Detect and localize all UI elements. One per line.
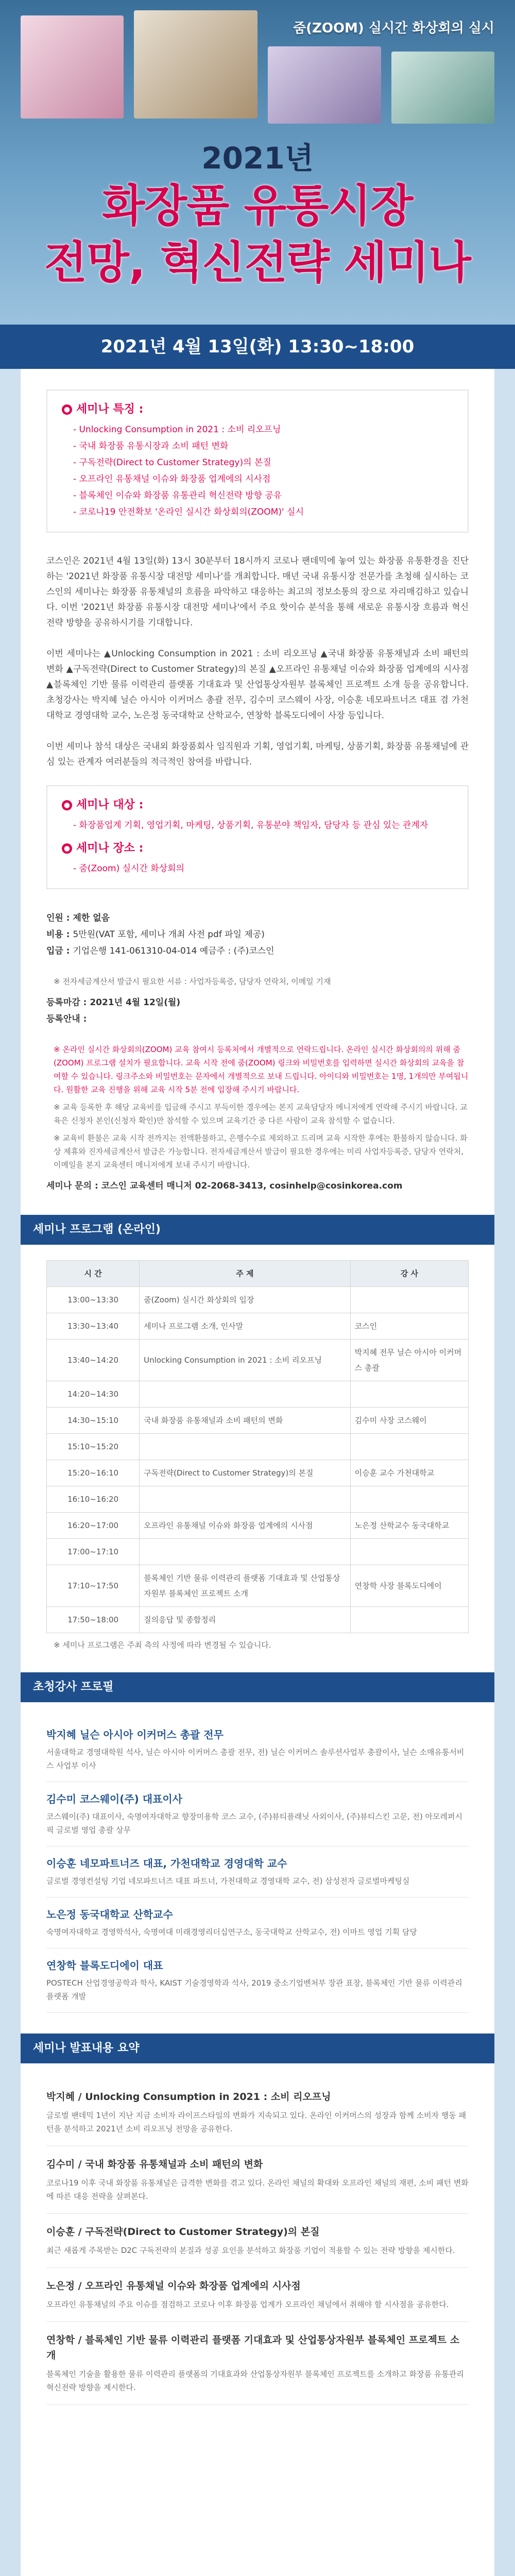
program-header-topic: 주 제 <box>140 1261 351 1287</box>
program-cell-time: 15:10~15:20 <box>47 1434 140 1460</box>
program-cell-time: 16:10~16:20 <box>47 1486 140 1513</box>
info-list-3 <box>46 1178 469 1194</box>
place-list <box>62 860 453 877</box>
speaker-desc: 코스웨이(주) 대표이사, 숙명여자대학교 향장미용학 코스 교수, (주)뷰티플래닛 사외이사, (주)뷰티스킨 고문, 전) 아모레퍼시픽 글로벌 영업 총괄 상무 <box>46 1812 463 1835</box>
hero-year: 2021년 <box>201 141 314 176</box>
method-note-2: ※ 교육 등록한 후 해당 교육비를 입금해 주시고 부득이한 경우에는 본지 교육담당자 메니저에게 연락해 주시기 바랍니다. 교육은 신청자 본인(신청자 확인)만 참석할 수 있으며 교육기간 중 다른 사람이 교육 참석할 수 없습니다. <box>54 1103 468 1125</box>
speaker-desc: POSTECH 산업경영공학과 학사, KAIST 기술경영학과 석사, 2019 중소기업벤처부 장관 표창, 블록체인 기반 물류 이력관리 플랫폼 개발 <box>46 1978 462 2001</box>
program-cell-time: 17:10~17:50 <box>47 1565 140 1607</box>
features-title: 세미나 특징 : <box>76 403 144 416</box>
program-row <box>47 1340 469 1381</box>
speaker-name: 이승훈 네모파트너즈 대표, 가천대학교 경영대학 교수 <box>46 1857 287 1870</box>
speaker-item <box>46 1846 469 1897</box>
feature-item: - 코로나19 안전확보 '온라인 실시간 화상회의(ZOOM)' 실시 <box>73 504 453 520</box>
content-panel <box>21 369 494 2576</box>
speaker-item <box>46 1897 469 1948</box>
speaker-item <box>46 1782 469 1846</box>
program-cell-time: 17:00~17:10 <box>47 1539 140 1565</box>
hero-photo-edge <box>391 52 494 124</box>
feature-item: - 구독전략(Direct to Customer Strategy)의 본질 <box>73 454 453 471</box>
feature-item: - 국내 화장품 유통시장과 소비 패턴 변화 <box>73 438 453 454</box>
info-fee <box>46 926 469 943</box>
program-cell-time: 13:00~13:30 <box>47 1287 140 1313</box>
program-cell-speaker: 박지혜 전무 닐슨 아시아 이커머스 총괄 <box>350 1340 468 1381</box>
method-note-3: ※ 교육비 환불은 교육 시작 전까지는 전액환불하고, 은행수수료 제외하고 드리며 교육 시작한 후에는 환불하지 않습니다. 화상 제휴와 진자세금계산서 발급은 가능합니다. 전자세금계산서 발급이 필요한 경우에는 미리 사업자등록증, 담당자 연락처, 이메일을 본지 교육센터 메니저에게 보내 주시기 바랍니다. <box>54 1133 468 1170</box>
program-body <box>47 1287 469 1633</box>
bullet-icon: ● <box>62 404 72 415</box>
summary-head: 노은정 / 오프라인 유통채널 이슈와 화장품 업계에의 시사점 <box>46 2280 301 2292</box>
speaker-name: 노은정 동국대학교 산학교수 <box>46 1908 173 1921</box>
program-row <box>47 1539 469 1565</box>
feature-item: - 블록체인 이슈와 화장품 유통관리 혁신전략 방향 공유 <box>73 487 453 504</box>
target-title-row <box>62 798 453 813</box>
program-cell-topic <box>140 1539 351 1565</box>
program-cell-speaker: 김수미 사장 코스웨이 <box>350 1408 468 1434</box>
info-account-value: 기업은행 141-061310-04-014 예금주 : (주)코스인 <box>73 946 274 956</box>
program-cell-topic <box>140 1381 351 1408</box>
program-cell-speaker <box>350 1539 468 1565</box>
info-account <box>46 943 469 959</box>
summary-body: 오프라인 유통채널의 주요 이슈를 점검하고 코로나 이후 화장품 업계가 오프라인 채널에서 취해야 할 시사점을 공유한다. <box>46 2300 449 2309</box>
speakers-list <box>46 1718 469 2013</box>
summary-body: 블록체인 기술을 활용한 물류 이력관리 플랫폼의 기대효과와 산업통상자원부 블록체인 프로젝트를 소개하고 화장품 유통관리 혁신전략 방향을 제시한다. <box>46 2369 464 2392</box>
summaries-list <box>46 2079 469 2405</box>
hero-photo-left <box>21 15 124 118</box>
program-cell-speaker <box>350 1486 468 1513</box>
speaker-name: 김수미 코스웨이(주) 대표이사 <box>46 1793 183 1805</box>
feature-item: - Unlocking Consumption in 2021 : 소비 리오프닝 <box>73 421 453 438</box>
summaries-section-bar: 세미나 발표내용 요약 <box>21 2033 494 2063</box>
program-cell-time: 14:20~14:30 <box>47 1381 140 1408</box>
speaker-name: 연창학 블록도디에이 대표 <box>46 1959 163 1972</box>
summary-head: 김수미 / 국내 화장품 유통채널과 소비 패턴의 변화 <box>46 2159 263 2170</box>
summary-body: 글로벌 팬데믹 1년이 지난 지금 소비자 라이프스타일의 변화가 지속되고 있다. 온라인 이커머스의 성장과 함께 소비자 행동 패턴을 분석하고 2021년 소비 리오프닝 전망을 공유한다. <box>46 2111 467 2133</box>
program-header-time: 시 간 <box>47 1261 140 1287</box>
program-cell-speaker <box>350 1434 468 1460</box>
program-cell-topic <box>140 1486 351 1513</box>
program-row <box>47 1460 469 1486</box>
program-header-speaker: 강 사 <box>350 1261 468 1287</box>
program-row <box>47 1287 469 1313</box>
program-cell-speaker <box>350 1381 468 1408</box>
features-box <box>46 389 469 533</box>
intro-paragraph-3: 이번 세미나 참석 대상은 국내외 화장품회사 임직원과 기획, 영업기획, 마케팅, 상품기획, 화장품 유통채널에 관심 있는 관계자 여러분들의 적극적인 참여를 바랍니다. <box>46 741 469 767</box>
info-fee-label: 비용 : <box>46 929 70 940</box>
summary-body: 최근 새롭게 주목받는 D2C 구독전략의 본질과 성공 요인을 분석하고 화장품 기업이 적용할 수 있는 전략 방향을 제시한다. <box>46 2246 455 2255</box>
summary-item <box>46 2322 469 2405</box>
summary-head: 박지혜 / Unlocking Consumption in 2021 : 소비 리오프닝 <box>46 2091 331 2103</box>
account-note: ※ 전자세금계산서 발급시 필요한 서류 : 사업자등록증, 담당자 연락처, 이메일 기재 <box>54 977 331 986</box>
program-row <box>47 1513 469 1539</box>
program-cell-topic: Unlocking Consumption in 2021 : 소비 리오프닝 <box>140 1340 351 1381</box>
hero-banner <box>0 0 515 325</box>
info-fee-value: 5만원(VAT 포함, 세미나 개최 사전 pdf 파일 제공) <box>73 929 265 940</box>
date-band: 2021년 4월 13일(화) 13:30~18:00 <box>0 325 515 369</box>
place-title: 세미나 장소 : <box>76 842 144 855</box>
program-cell-topic: 줌(Zoom) 실시간 화상회의 입장 <box>140 1287 351 1313</box>
feature-item: - 오프라인 유통채널 이슈와 화장품 업계에의 시사점 <box>73 471 453 487</box>
speaker-item <box>46 1718 469 1782</box>
speaker-name: 박지혜 닐슨 아시아 이커머스 총괄 전무 <box>46 1728 224 1741</box>
info-capacity: 인원 : 제한 없음 <box>46 913 110 923</box>
program-row <box>47 1408 469 1434</box>
speakers-section-bar: 초청강사 프로필 <box>21 1672 494 1702</box>
place-item: - 줌(Zoom) 실시간 화상회의 <box>73 860 453 877</box>
summary-body: 코로나19 이후 국내 화장품 유통채널은 급격한 변화를 겪고 있다. 온라인 채널의 확대와 오프라인 채널의 재편, 소비 패턴 변화에 따른 대응 전략을 살펴본다. <box>46 2178 469 2201</box>
program-cell-speaker: 노은정 산학교수 동국대학교 <box>350 1513 468 1539</box>
program-cell-time: 15:20~16:10 <box>47 1460 140 1486</box>
info-account-label: 입금 : <box>46 946 70 956</box>
info-list-2 <box>46 994 469 1027</box>
program-cell-time: 13:30~13:40 <box>47 1313 140 1340</box>
program-cell-topic: 질의응답 및 종합정리 <box>140 1607 351 1633</box>
program-cell-topic: 오프라인 유통채널 이슈와 화장품 업계에의 시사점 <box>140 1513 351 1539</box>
bullet-icon: ● <box>62 800 72 810</box>
hero-title-line1: 화장품 유통시장 <box>102 180 413 232</box>
summary-item <box>46 2079 469 2146</box>
method-note-1: ※ 온라인 실시간 화상회의(ZOOM) 교육 참여시 등록처에서 개별적으로 연락드립니다. 온라인 실시간 화상회의의 위해 줌(ZOOM) 프로그램 설치가 필요합니다. 교육 시작 전에 줌(ZOOM) 링크와 비밀번호를 입력하면 실시간 화상회의 교육을 참여할 수 있습니다. 링크주소와 비밀번호는 문자에서 개별적으로 보내 드립니다. 아이디와 비밀번호는 1명, 1개의만 부여됩니다. 원활한 교육 진행을 위해 교육 시작 5분 전에 입장해 주시기 바랍니다. <box>54 1045 469 1094</box>
info-contact: 세미나 문의 : 코스인 교육센터 매니저 02-2068-3413, cosinhelp@cosinkorea.com <box>46 1181 403 1191</box>
program-cell-time: 13:40~14:20 <box>47 1340 140 1381</box>
speaker-desc: 글로벌 경영컨설팅 기업 네모파트너즈 대표 파트너, 가천대학교 경영대학 교수, 전) 삼성전자 글로벌마케팅실 <box>46 1876 410 1886</box>
program-cell-speaker: 코스인 <box>350 1313 468 1340</box>
target-box <box>46 785 469 889</box>
program-cell-topic: 세미나 프로그램 소개, 인사말 <box>140 1313 351 1340</box>
intro-paragraph-1: 코스인은 2021년 4월 13일(화) 13시 30분부터 18시까지 코로나 팬데믹에 놓여 있는 화장품 유통환경을 진단하는 '2021년 화장품 유통시장 대전망 세미나'를 개최합니다. 매년 국내 유통시장 전문가를 초청해 실시하는 코스인의 세미나는 화장품 유통채널의 흐름을 파악하고 대응하는 최고의 정보소통의 장으로 자리매김하고 있습니다. 이번 '2021년 화장품 유통시장 대전망 세미나'에서 주요 핫이슈 분석을 통해 새로운 유통시장 흐름과 혁신전략 방향을 공유하시기를 기대합니다. <box>46 556 469 628</box>
program-cell-topic <box>140 1434 351 1460</box>
summary-item <box>46 2268 469 2322</box>
program-row <box>47 1381 469 1408</box>
program-row <box>47 1434 469 1460</box>
summary-head: 이승훈 / 구독전략(Direct to Customer Strategy)의 본질 <box>46 2226 320 2238</box>
hero-photo-right <box>268 46 381 124</box>
program-row <box>47 1313 469 1340</box>
program-cell-topic: 블록체인 기반 물류 이력관리 플랫폼 기대효과 및 산업통상자원부 블록체인 프로젝트 소개 <box>140 1565 351 1607</box>
program-row <box>47 1565 469 1607</box>
target-title: 세미나 대상 : <box>76 799 144 811</box>
intro-paragraph-2: 이번 세미나는 ▲Unlocking Consumption in 2021 : 소비 리오프닝 ▲국내 화장품 유통채널과 소비 패턴의 변화 ▲구독전략(Direct to Customer Strategy)의 본질 ▲오프라인 유통채널 이슈와 화장품 업계에의 시사점 ▲블록체인 기반 물류 이력관리 플랫폼 기대효과 및 산업통상자원부 블록체인 프로젝트 소개 등을 공유합니다. 초청강사는 박지혜 닐슨 아시아 이커머스 총괄 전무, 김수미 코스웨이 사장, 이승훈 네모파트너즈 대표 겸 가천대학교 경영대학 교수, 노은정 동국대학교 산학교수, 연창학 블록도디에이 사장 등입니다. <box>46 649 469 721</box>
program-row <box>47 1486 469 1513</box>
target-list <box>62 817 453 834</box>
program-cell-topic: 구독전략(Direct to Customer Strategy)의 본질 <box>140 1460 351 1486</box>
hero-photo-center <box>134 10 258 118</box>
summary-item <box>46 2146 469 2214</box>
speaker-desc: 숙명여자대학교 경영학석사, 숙명여대 미래경영리더십연구소, 동국대학교 산학교수, 전) 이마트 영업 기획 담당 <box>46 1927 417 1937</box>
program-note: ※ 세미나 프로그램은 주최 측의 사정에 따라 변경될 수 있습니다. <box>54 1640 271 1650</box>
program-cell-speaker: 이승훈 교수 가천대학교 <box>350 1460 468 1486</box>
speaker-desc: 서울대학교 경영대학원 석사, 닐슨 아시아 이커머스 총괄 전무, 전) 닐슨 이커머스 솔루션사업부 총괄이사, 닐슨 소매유통서비스 사업부 이사 <box>46 1748 465 1770</box>
summary-head: 연창학 / 블록체인 기반 물류 이력관리 플랫폼 기대효과 및 산업통상자원부 블록체인 프로젝트 소개 <box>46 2334 460 2361</box>
program-cell-time: 17:50~18:00 <box>47 1607 140 1633</box>
place-title-row <box>62 841 453 856</box>
program-section-bar: 세미나 프로그램 (온라인) <box>21 1215 494 1245</box>
program-cell-speaker: 연창학 사장 블록도디에이 <box>350 1565 468 1607</box>
features-list <box>62 421 453 520</box>
info-deadline: 등록마감 : 2021년 4월 12일(월) <box>46 997 181 1008</box>
hero-tag: 줌(ZOOM) 실시간 화상회의 실시 <box>293 21 494 36</box>
info-list <box>46 910 469 959</box>
hero-title-line2: 전망, 혁신전략 세미나 <box>44 237 471 289</box>
program-cell-topic: 국내 화장품 유통채널과 소비 패턴의 변화 <box>140 1408 351 1434</box>
program-cell-speaker <box>350 1287 468 1313</box>
program-row <box>47 1607 469 1633</box>
target-item: - 화장품업계 기획, 영업기획, 마케팅, 상품기획, 유통분야 책임자, 담당자 등 관심 있는 관계자 <box>73 817 453 834</box>
program-header-row <box>47 1261 469 1287</box>
program-cell-time: 16:20~17:00 <box>47 1513 140 1539</box>
features-title-row <box>62 402 453 417</box>
speaker-item <box>46 1948 469 2013</box>
program-table <box>46 1260 469 1633</box>
bullet-icon: ● <box>62 843 72 854</box>
program-cell-time: 14:30~15:10 <box>47 1408 140 1434</box>
info-method: 등록안내 : <box>46 1014 87 1024</box>
program-cell-speaker <box>350 1607 468 1633</box>
summary-item <box>46 2214 469 2268</box>
